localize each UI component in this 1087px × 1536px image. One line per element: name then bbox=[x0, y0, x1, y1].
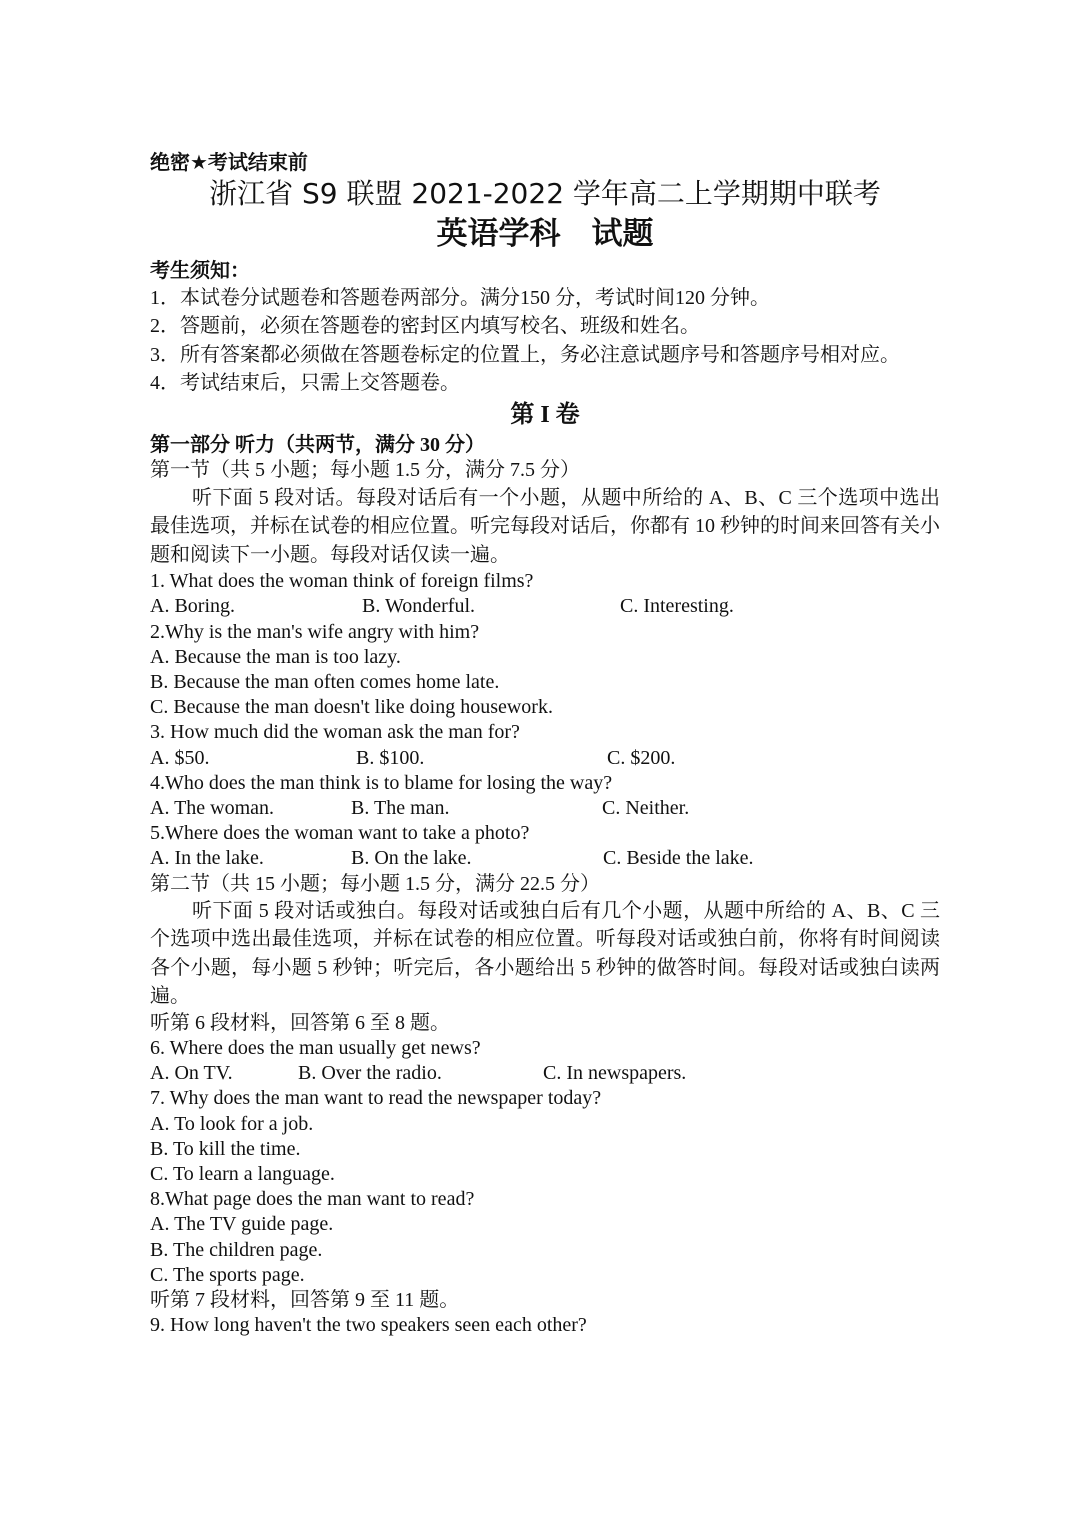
option-c: C. In newspapers. bbox=[543, 1062, 687, 1085]
option-c: C. Interesting. bbox=[620, 595, 734, 618]
exam-page bbox=[150, 148, 940, 1338]
option-a: A. $50. bbox=[150, 746, 210, 769]
section-instructions: 听下面 5 段对话或独白。每段对话或独白后有几个小题，从题中所给的 A、B、C 三个选项中选出最佳选项，并标在试卷的相应位置。听每段对话或独白前，你将有时间阅读各个小题，每小题 5 秒钟；听完后，各小题给出 5 秒钟的做答时间。每段对话或独白读两遍。 bbox=[150, 899, 940, 1008]
option-c: C. Because the man doesn't like doing housework. bbox=[150, 696, 553, 719]
option-b: B. To kill the time. bbox=[150, 1137, 301, 1160]
option-a: A. The woman. bbox=[150, 796, 275, 819]
notice-item: 1．本试卷分试题卷和答题卷两部分。满分150 分，考试时间120 分钟。 bbox=[150, 287, 770, 309]
question-2: 2.Why is the man's wife angry with him? bbox=[150, 620, 480, 643]
section-title: 第一节（共 5 小题；每小题 1.5 分，满分 7.5 分） bbox=[150, 459, 580, 482]
option-a: A. In the lake. bbox=[150, 847, 264, 870]
option-b: B. Because the man often comes home late. bbox=[150, 670, 500, 693]
question-5: 5.Where does the woman want to take a photo? bbox=[150, 822, 530, 845]
exam-title: 浙江省 S9 联盟 2021-2022 学年高二上学期期中联考 bbox=[209, 177, 881, 210]
notice-heading: 考生须知： bbox=[150, 258, 250, 282]
options-1 bbox=[150, 594, 940, 619]
option-c: C. Beside the lake. bbox=[603, 847, 754, 870]
section-title: 第二节（共 15 小题；每小题 1.5 分，满分 22.5 分） bbox=[150, 872, 600, 895]
options-3 bbox=[150, 746, 940, 771]
option-c: C. Neither. bbox=[602, 796, 690, 819]
notice-item: 3．所有答案都必须做在答题卷标定的位置上，务必注意试题序号和答题序号相对应。 bbox=[150, 343, 900, 366]
subject-title: 英语学科 试题 bbox=[436, 216, 654, 252]
question-4: 4.Who does the man think is to blame for losing the way? bbox=[150, 771, 613, 794]
question-1: 1. What does the woman think of foreign films? bbox=[150, 570, 534, 593]
material-label: 听第 6 段材料，回答第 6 至 8 题。 bbox=[150, 1011, 450, 1034]
notice-item: 4．考试结束后，只需上交答题卷。 bbox=[150, 371, 460, 394]
option-b: B. The children page. bbox=[150, 1238, 323, 1261]
option-a: A. The TV guide page. bbox=[150, 1213, 334, 1236]
question-8: 8.What page does the man want to read? bbox=[150, 1188, 475, 1211]
question-9: 9. How long haven't the two speakers seen each other? bbox=[150, 1314, 587, 1337]
options-4 bbox=[150, 796, 940, 821]
option-b: B. $100. bbox=[356, 746, 425, 769]
option-a: A. Because the man is too lazy. bbox=[150, 645, 401, 668]
confidential-label: 绝密★考试结束前 bbox=[150, 150, 308, 174]
option-c: C. The sports page. bbox=[150, 1263, 305, 1286]
option-a: A. On TV. bbox=[150, 1062, 233, 1085]
option-a: A. To look for a job. bbox=[150, 1112, 314, 1135]
options-5 bbox=[150, 846, 940, 871]
volume-heading: 第 I 卷 bbox=[510, 402, 580, 429]
option-b: B. Over the radio. bbox=[298, 1062, 442, 1085]
option-b: B. On the lake. bbox=[351, 847, 472, 870]
section-instructions: 听下面 5 段对话。每段对话后有一个小题，从题中所给的 A、B、C 三个选项中选出最佳选项，并标在试卷的相应位置。听完每段对话后，你都有 10 秒钟的时间来回答有关小题和阅读下一小题。每段对话仅读一遍。 bbox=[150, 486, 940, 566]
question-7: 7. Why does the man want to read the newspaper today? bbox=[150, 1087, 602, 1110]
options-6 bbox=[150, 1061, 940, 1086]
option-b: B. Wonderful. bbox=[362, 595, 476, 618]
option-c: C. $200. bbox=[607, 746, 676, 769]
material-label: 听第 7 段材料，回答第 9 至 11 题。 bbox=[150, 1288, 460, 1311]
option-b: B. The man. bbox=[351, 796, 450, 819]
part-title: 第一部分 听力（共两节，满分 30 分） bbox=[150, 434, 485, 457]
option-a: A. Boring. bbox=[150, 595, 235, 618]
question-6: 6. Where does the man usually get news? bbox=[150, 1036, 481, 1059]
notice-item: 2．答题前，必须在答题卷的密封区内填写校名、班级和姓名。 bbox=[150, 315, 700, 338]
question-3: 3. How much did the woman ask the man for? bbox=[150, 721, 520, 744]
option-c: C. To learn a language. bbox=[150, 1162, 335, 1185]
